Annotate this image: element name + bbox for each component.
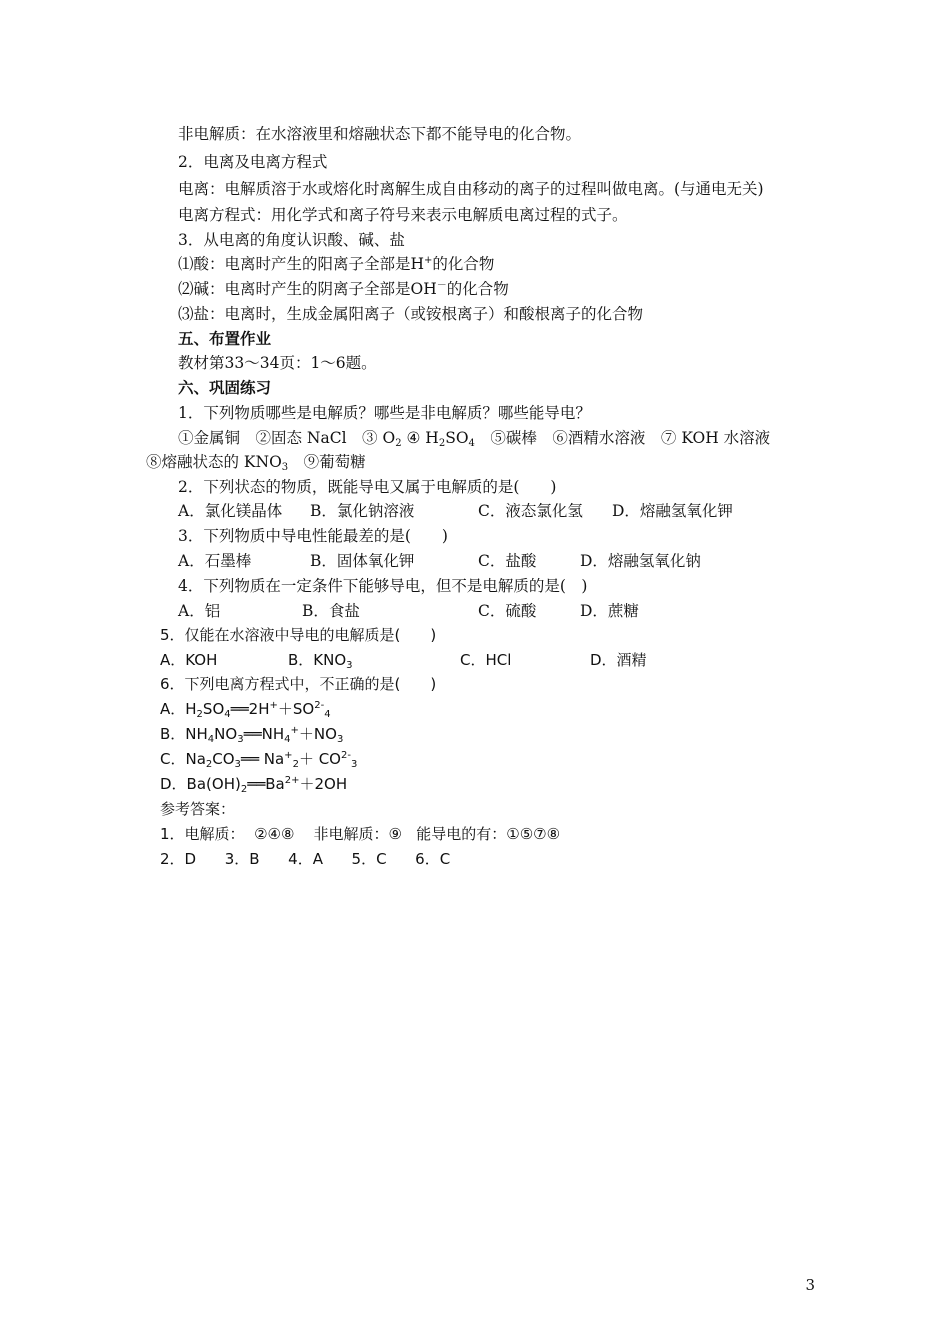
q6b-5: ══NH <box>243 725 285 743</box>
line-acid-def <box>178 254 494 274</box>
q6c-10: 3 <box>350 759 358 770</box>
q6d-1: D．Ba(OH) <box>160 775 241 793</box>
q6d-5: ＋2OH <box>299 775 348 793</box>
answers-line-1: 1．电解质： ②④⑧ 非电解质：⑨ 能导电的有：①⑤⑦⑧ <box>160 825 561 843</box>
section-practice-heading: 六、巩固练习 <box>178 378 272 397</box>
question-1-options-line1 <box>178 428 770 448</box>
q3-option-a: A．石墨棒 <box>178 552 252 570</box>
q2-option-c: C．液态氯化氢 <box>478 502 583 520</box>
q1-sub3: 4 <box>468 438 475 449</box>
q6c-1: C．Na <box>160 750 206 768</box>
acid-tail: 的化合物 <box>432 255 495 273</box>
q1-opt-a: ①金属铜 ②固态 NaCl ③ O <box>178 429 396 447</box>
q4-option-a: A．铝 <box>178 602 221 620</box>
q6a-6: + <box>269 700 278 711</box>
q6a-1: A．H <box>160 700 197 718</box>
q1-sub4: 3 <box>281 462 289 473</box>
q6a-8: 2- <box>314 700 325 711</box>
line-acid-base-salt-heading: 3．从电离的角度认识酸、碱、盐 <box>178 231 405 249</box>
q2-option-d: D．熔融氢氧化钾 <box>612 502 733 520</box>
q1-opt-b: ④ H <box>401 429 439 447</box>
acid-sup: + <box>424 255 433 266</box>
q3-option-c: C．盐酸 <box>478 552 537 570</box>
q6a-4: 4 <box>224 709 231 720</box>
q1-opt-e: ⑧熔融状态的 KNO <box>146 453 282 471</box>
q5-option-b <box>288 650 353 670</box>
q6b-1: B．NH <box>160 725 208 743</box>
q6c-5: ══ Na <box>240 750 285 768</box>
q5-b-sub: 3 <box>346 660 353 671</box>
q3-option-b: B．固体氧化钾 <box>310 552 415 570</box>
question-1: 1．下列物质哪些是电解质？哪些是非电解质？哪些能导电？ <box>178 404 591 422</box>
line-nonelectrolyte-def: 非电解质：在水溶液里和熔融状态下都不能导电的化合物。 <box>178 125 582 143</box>
question-1-options-line2 <box>146 452 366 472</box>
q1-sub1: 2 <box>395 438 402 449</box>
q6a-9: 4 <box>324 709 331 720</box>
q6c-8: ＋ CO <box>298 750 341 768</box>
q5-option-d: D．酒精 <box>590 651 647 669</box>
q6b-3: NO <box>214 725 238 743</box>
q3-option-d: D．熔融氢氧化钠 <box>580 552 701 570</box>
question-3: 3．下列物质中导电性能最差的是( ) <box>178 527 448 545</box>
question-4: 4．下列物质在一定条件下能够导电，但不是电解质的是( ) <box>178 577 588 595</box>
q1-sub2: 2 <box>438 438 446 449</box>
q6b-6: 4 <box>284 734 291 745</box>
q6d-3: ══Ba <box>247 775 285 793</box>
page-number: 3 <box>805 1276 815 1294</box>
line-ionization-def: 电离：电解质溶于水或熔化时离解生成自由移动的离子的过程叫做电离。(与通电无关) <box>178 180 764 198</box>
base-tail: 的化合物 <box>446 280 509 298</box>
q4-option-c: C．硫酸 <box>478 602 537 620</box>
q6c-4: 3 <box>234 759 241 770</box>
q5-b-text: B．KNO <box>288 651 347 669</box>
q6b-9: 3 <box>336 734 344 745</box>
q4-option-d: D．蔗糖 <box>580 602 639 620</box>
acid-text: ⑴酸：电离时产生的阳离子全部是H <box>178 255 425 273</box>
q6c-7: 2 <box>292 759 299 770</box>
q6b-8: ＋NO <box>298 725 337 743</box>
q6c-3: CO <box>212 750 235 768</box>
q6c-2: 2 <box>205 759 213 770</box>
base-sup: － <box>436 280 447 291</box>
q1-opt-f: ⑨葡萄糖 <box>288 453 366 471</box>
section-homework-heading: 五、布置作业 <box>178 329 272 348</box>
question-2: 2．下列状态的物质，既能导电又属于电解质的是( ) <box>178 478 557 496</box>
q4-option-b: B．食盐 <box>302 602 360 620</box>
q5-option-c: C．HCl <box>460 651 512 669</box>
q6-option-c <box>160 749 357 769</box>
line-base-def <box>178 279 509 299</box>
line-salt-def: ⑶盐：电离时，生成金属阳离子（或铵根离子）和酸根离子的化合物 <box>178 305 644 323</box>
question-5: 5．仅能在水溶液中导电的电解质是( ) <box>160 626 437 644</box>
answers-title: 参考答案： <box>160 800 236 818</box>
line-ionization-heading: 2．电离及电离方程式 <box>178 153 328 171</box>
q6a-7: ＋SO <box>277 700 315 718</box>
answers-line-2: 2．D 3．B 4．A 5．C 6．C <box>160 850 451 868</box>
base-text: ⑵碱：电离时产生的阴离子全部是OH <box>178 280 437 298</box>
q6-option-a <box>160 699 331 719</box>
q6b-2: 4 <box>207 734 215 745</box>
q6b-7: + <box>290 725 299 736</box>
q6b-4: 3 <box>237 734 244 745</box>
q6a-2: 2 <box>196 709 203 720</box>
q2-option-b: B．氯化钠溶液 <box>310 502 415 520</box>
line-equation-def: 电离方程式：用化学式和离子符号来表示电解质电离过程的式子。 <box>178 206 628 224</box>
q6c-6: + <box>284 750 293 761</box>
q1-opt-d: ⑤碳棒 ⑥酒精水溶液 ⑦ KOH 水溶液 <box>474 429 771 447</box>
question-6: 6．下列电离方程式中，不正确的是( ) <box>160 675 437 693</box>
q6-option-d <box>160 774 347 794</box>
q6-option-b <box>160 724 343 744</box>
q6c-9: 2- <box>341 750 351 761</box>
q1-opt-c: SO <box>445 429 469 447</box>
q5-option-a: A．KOH <box>160 651 218 669</box>
q2-option-a: A．氯化镁晶体 <box>178 502 283 520</box>
q6d-2: 2 <box>240 784 248 795</box>
q6d-4: 2+ <box>284 775 300 786</box>
q6a-3: SO <box>202 700 225 718</box>
q6a-5: ══2H <box>230 700 270 718</box>
line-homework: 教材第33～34页：1～6题。 <box>178 354 377 372</box>
